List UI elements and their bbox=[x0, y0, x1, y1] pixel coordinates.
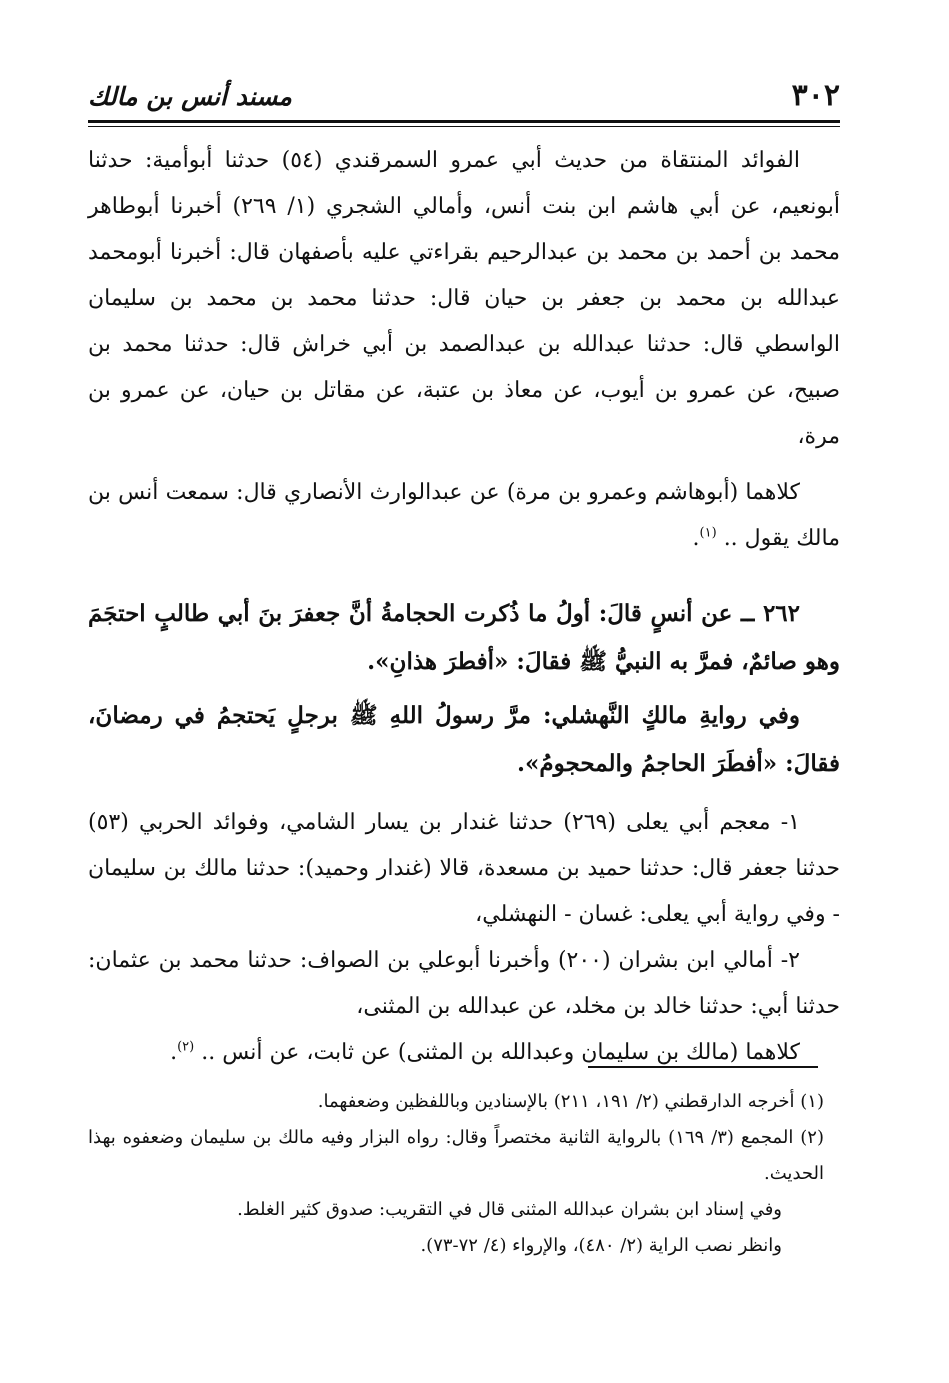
source-3-text: كلاهما (مالك بن سليمان وعبدالله بن المثنى) عن ثابت، عن أنس .. bbox=[201, 1040, 800, 1065]
hadith-sources bbox=[88, 800, 840, 1076]
footnote-2-continuation-1: وفي إسناد ابن بشران عبدالله المثنى قال في التقريب: صدوق كثير الغلط. bbox=[237, 1199, 782, 1220]
footnote-rule bbox=[588, 1066, 818, 1068]
footnote-2: (٢) المجمع (٣/ ١٦٩) بالرواية الثانية مختصراً وقال: رواه البزار وفيه مالك بن سليمان وضعفوه بهذا الحديث. bbox=[88, 1127, 824, 1184]
page-number: ٣٠٢ bbox=[791, 78, 840, 113]
paragraph-text: كلاهما (أبوهاشم وعمرو بن مرة) عن عبدالوارث الأنصاري قال: سمعت أنس بن مالك يقول .. bbox=[88, 480, 840, 551]
source-1: ١- معجم أبي يعلى (٢٦٩) حدثنا غندار بن يسار الشامي، وفوائد الحربي (٥٣) حدثنا جعفر قال: حدثنا حميد بن مسعدة، قالا (غندار وحميد): حدثنا مالك بن سليمان - وفي رواية أبي يعلى: غسان - النهشلي، bbox=[88, 810, 840, 927]
main-text bbox=[88, 138, 840, 1076]
hadith-262: ٢٦٢ ــ عن أنسٍ قالَ: أولُ ما ذُكرت الحجامةُ أنَّ جعفرَ بنَ أبي طالبٍ احتجَمَ وهو صائمٌ، فمرَّ به النبيُّ ﷺ فقالَ: «أفطرَ هذانِ». bbox=[88, 600, 840, 675]
header-rule bbox=[88, 120, 840, 123]
running-title: مسند أنس بن مالك bbox=[88, 82, 292, 111]
paragraph-sources-2: كلاهما (أبوهاشم وعمرو بن مرة) عن عبدالوارث الأنصاري قال: سمعت أنس بن مالك يقول .. $^{(١)}$. bbox=[88, 480, 840, 551]
hadith-262-variant: وفي روايةِ مالكٍ النَّهشلي: مرَّ رسولُ اللهِ ﷺ برجلٍ يَحتجمُ في رمضانَ، فقالَ: «أفطَرَ الحاجمُ والمحجومُ». bbox=[88, 702, 840, 777]
footnotes bbox=[88, 1084, 824, 1264]
source-3: كلاهما (مالك بن سليمان وعبدالله بن المثنى) عن ثابت، عن أنس .. $^{(٢)}$. bbox=[170, 1039, 800, 1065]
footnote-ref-1: (١) bbox=[699, 525, 717, 541]
source-2: ٢- أمالي ابن بشران (٢٠٠) وأخبرنا أبوعلي بن الصواف: حدثنا محمد بن عثمان: حدثنا أبي: حدثنا خالد بن مخلد، عن عبدالله بن المثنى، bbox=[88, 948, 840, 1019]
footnote-1: (١) أخرجه الدارقطني (٢/ ١٩١، ٢١١) بالإسنادين وباللفظين وضعفهما. bbox=[317, 1091, 824, 1112]
paragraph-sources-1: الفوائد المنتقاة من حديث أبي عمرو السمرقندي (٥٤) حدثنا أبوأمية: حدثنا أبونعيم، عن أبي هاشم ابن بنت أنس، وأمالي الشجري (١/ ٢٦٩) أخبرنا أبوطاهر محمد بن أحمد بن محمد بن عبدالرحيم بقراءتي عليه بأصفهان قال: أخبرنا أبومحمد عبدالله بن محمد بن جعفر بن حيان قال: حدثنا محمد بن محمد بن سليمان الواسطي قال: حدثنا عبدالله بن عبدالصمد بن أبي خراش قال: حدثنا محمد بن صبيح، عن عمرو بن أيوب، عن معاذ بن عتبة، عن مقاتل بن حيان، عن عمرو بن مرة، bbox=[88, 148, 841, 449]
header-rule-thin bbox=[88, 126, 840, 127]
footnote-2-continuation-2: وانظر نصب الراية (٢/ ٤٨٠)، والإرواء (٤/ ٧٢-٧٣). bbox=[420, 1235, 782, 1256]
page-header bbox=[88, 76, 840, 116]
footnote-ref-2: (٢) bbox=[177, 1039, 195, 1055]
